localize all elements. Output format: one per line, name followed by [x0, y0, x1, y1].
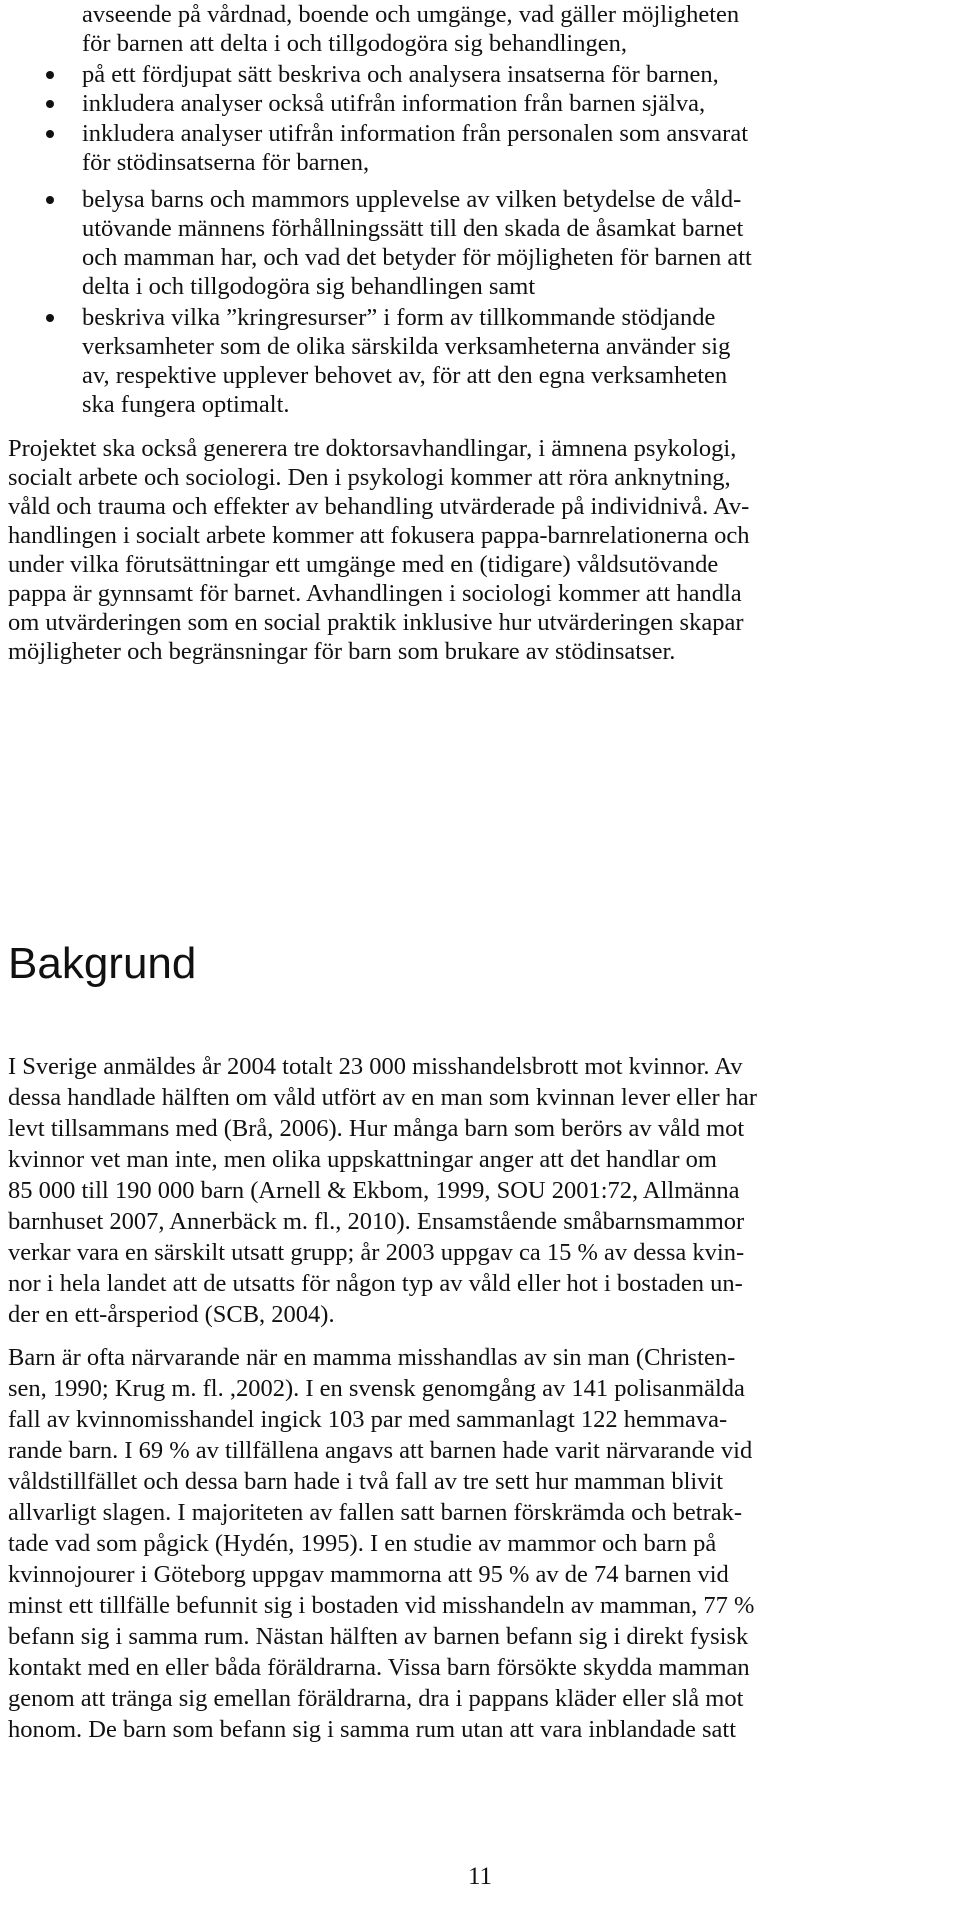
bullet-line: beskriva vilka ”kringresurser” i form av tillkommande stödjande [82, 304, 716, 331]
bullet-line: för stödinsatserna för barnen, [82, 149, 370, 176]
text-line: Projektet ska också generera tre doktorsavhandlingar, i ämnena psykologi, [8, 435, 737, 462]
text-line: allvarligt slagen. I majoriteten av fallen satt barnen förskrämda och betrak- [8, 1499, 743, 1526]
text-line: tade vad som pågick (Hydén, 1995). I en studie av mammor och barn på [8, 1530, 717, 1557]
text-line: honom. De barn som befann sig i samma rum utan att vara inblandade satt [8, 1716, 737, 1743]
bullet-icon [46, 71, 54, 79]
text-line: kontakt med en eller båda föräldrarna. Vissa barn försökte skydda mamman [8, 1654, 750, 1681]
bullet-line: på ett fördjupat sätt beskriva och analysera insatserna för barnen, [82, 61, 719, 88]
text-line: dessa handlade hälften om våld utfört av en man som kvinnan lever eller har [8, 1084, 758, 1111]
text-line: socialt arbete och sociologi. Den i psykologi kommer att röra anknytning, [8, 464, 731, 491]
text-line: fall av kvinnomisshandel ingick 103 par med sammanlagt 122 hemmava- [8, 1406, 728, 1433]
text-line: nor i hela landet att de utsatts för någon typ av våld eller hot i bostaden un- [8, 1270, 743, 1297]
bullet-icon [46, 130, 54, 138]
text-line: handlingen i socialt arbete kommer att fokusera pappa-barnrelationerna och [8, 522, 750, 549]
text-line: I Sverige anmäldes år 2004 totalt 23 000 misshandelsbrott mot kvinnor. Av [8, 1053, 743, 1080]
text-line: verkar vara en särskilt utsatt grupp; år 2003 uppgav ca 15 % av dessa kvin- [8, 1239, 745, 1266]
text-line: 85 000 till 190 000 barn (Arnell & Ekbom, 1999, SOU 2001:72, Allmänna [8, 1177, 740, 1204]
bullet-line: belysa barns och mammors upplevelse av vilken betydelse de våld- [82, 186, 742, 213]
text-line: rande barn. I 69 % av tillfällena angavs att barnen hade varit närvarande vid [8, 1437, 753, 1464]
text-line: våld och trauma och effekter av behandling utvärderade på individnivå. Av- [8, 493, 750, 520]
bullet-line: delta i och tillgodogöra sig behandlingen samt [82, 273, 536, 300]
bullet-line: och mamman har, och vad det betyder för möjligheten för barnen att [82, 244, 752, 271]
bullet-line: utövande männens förhållningssätt till den skada de åsamkat barnet [82, 215, 744, 242]
section-heading: Bakgrund [8, 939, 197, 988]
text-line: om utvärderingen som en social praktik inklusive hur utvärderingen skapar [8, 609, 744, 636]
text-line: våldstillfället och dessa barn hade i två fall av tre sett hur mamman blivit [8, 1468, 724, 1495]
text-line: kvinnor vet man inte, men olika uppskattningar anger att det handlar om [8, 1146, 717, 1173]
text-line: pappa är gynnsamt för barnet. Avhandlingen i sociologi kommer att handla [8, 580, 742, 607]
text-line: levt tillsammans med (Brå, 2006). Hur många barn som berörs av våld mot [8, 1115, 745, 1142]
page-number: 11 [467, 1863, 493, 1890]
text-line: befann sig i samma rum. Nästan hälften av barnen befann sig i direkt fysisk [8, 1623, 749, 1650]
text-line: avseende på vårdnad, boende och umgänge, vad gäller möjligheten [82, 1, 740, 28]
bullet-icon [46, 196, 54, 204]
text-line: under vilka förutsättningar ett umgänge med en (tidigare) våldsutövande [8, 551, 719, 578]
bullet-line: verksamheter som de olika särskilda verksamheterna använder sig [82, 333, 731, 360]
text-line: minst ett tillfälle befunnit sig i bostaden vid misshandeln av mamman, 77 % [8, 1592, 755, 1619]
bullet-icon [46, 314, 54, 322]
bullet-line: av, respektive upplever behovet av, för att den egna verksamheten [82, 362, 728, 389]
bullet-line: ska fungera optimalt. [82, 391, 290, 418]
text-line: barnhuset 2007, Annerbäck m. fl., 2010). Ensamstående småbarnsmammor [8, 1208, 745, 1235]
text-line: möjligheter och begränsningar för barn som brukare av stödinsatser. [8, 638, 676, 665]
text-line: Barn är ofta närvarande när en mamma misshandlas av sin man (Christen- [8, 1344, 736, 1371]
text-line: sen, 1990; Krug m. fl. ,2002). I en svensk genomgång av 141 polisanmälda [8, 1375, 745, 1402]
text-line: för barnen att delta i och tillgodogöra sig behandlingen, [82, 30, 627, 57]
bullet-line: inkludera analyser också utifrån information från barnen själva, [82, 90, 706, 117]
text-line: genom att tränga sig emellan föräldrarna, dra i pappans kläder eller slå mot [8, 1685, 744, 1712]
bullet-icon [46, 100, 54, 108]
bullet-line: inkludera analyser utifrån information från personalen som ansvarat [82, 120, 749, 147]
text-line: der en ett-årsperiod (SCB, 2004). [8, 1301, 335, 1328]
text-line: kvinnojourer i Göteborg uppgav mammorna att 95 % av de 74 barnen vid [8, 1561, 729, 1588]
